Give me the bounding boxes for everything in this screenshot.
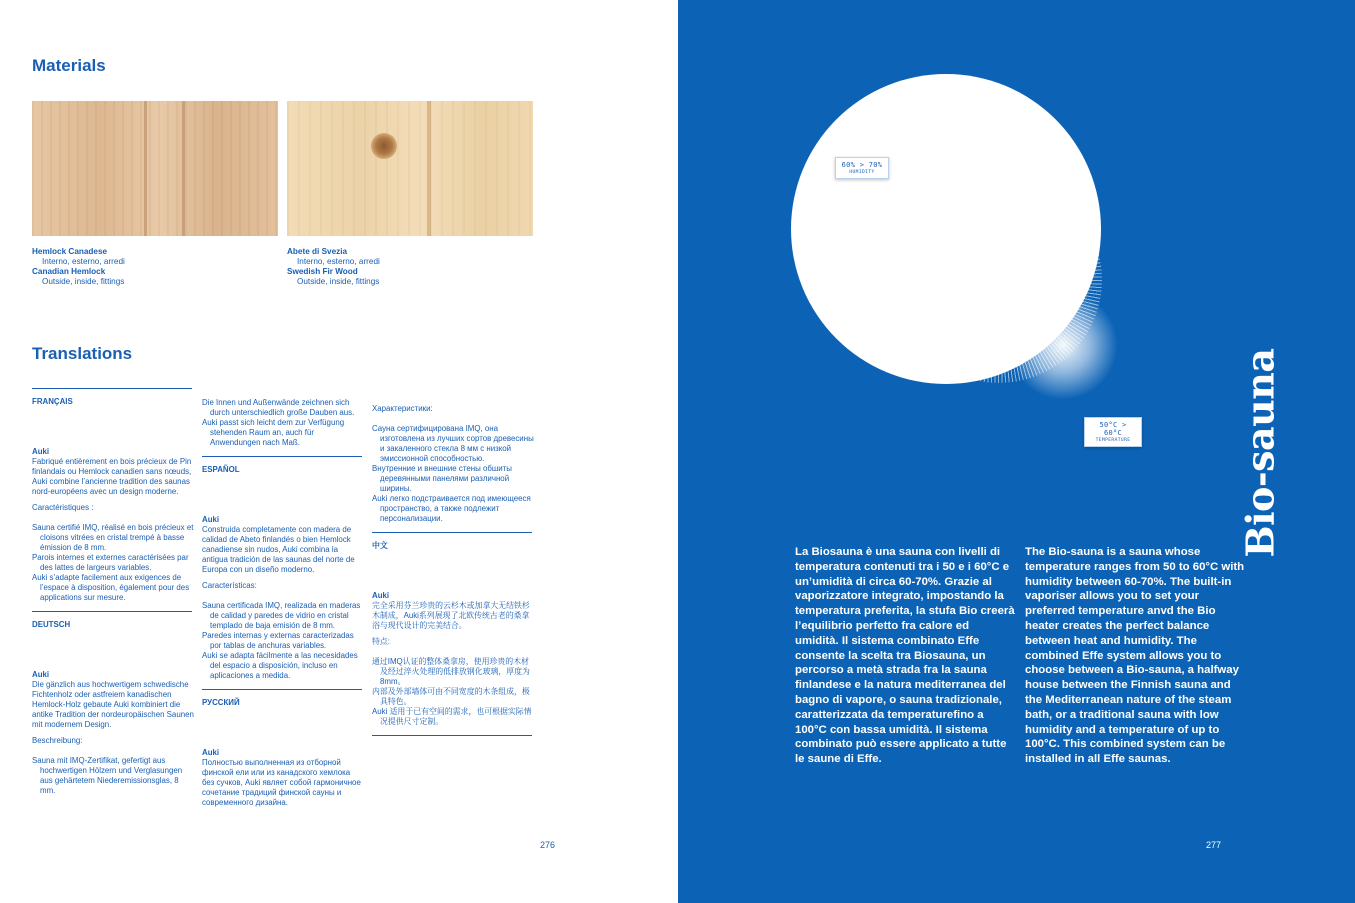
temperature-value: 50°C > 60°C — [1099, 421, 1127, 437]
lang-heading-zh: 中文 — [372, 541, 388, 550]
english-description: The Bio-sauna is a sauna whose temperature ranges from 50 to 60°C with humidity between 60-70%. The built-in vaporiser allows you to set your preferred temperature anvd the Bio heater creates the perfect balance between heat and humidity. The combined Effe system allows you to choose between a Bio-sauna, a halfway house between the Finnish sauna and the Mediterranean nature of the steam bath, or a traditional sauna with low humidity and a temperature of up to 100°C. This combined system can be installed in all Effe saunas. — [1025, 546, 1245, 766]
feature-item: Auki se adapta fácilmente a las necesidades del espacio a disposición, incluso en aplicaciones a medida. — [202, 651, 358, 680]
divider — [372, 735, 532, 736]
feature-item: Внутренние и внешние стены обшиты деревянными панелями различной ширины. — [372, 464, 512, 493]
material-use-it: Interno, esterno, arredi — [42, 257, 125, 266]
product-name: Auki — [32, 447, 50, 456]
product-intro: Construida completamente con madera de calidad de Abeto finlandés o bien Hemlock canadiense sin nudos, Auki combina la antigua tradición de las saunas del norte de Europa con un diseño moderno. — [202, 525, 355, 574]
features-label: 特点: — [372, 637, 390, 646]
page-number-left: 276 — [540, 840, 556, 850]
product-name: Auki — [372, 591, 390, 600]
product-intro: 完全采用芬兰珍贵的云杉木或加拿大无结铁杉木制成，Auki系列展现了北欧传统古老的桑拿浴与现代设计的完美结合。 — [372, 601, 530, 630]
feature-item: Sauna mit IMQ-Zertifikat, gefertigt aus hochwertigen Hölzern und Verglasungen aus gehärtetem Niederemissionsglas, 8 mm. — [32, 756, 183, 795]
translations-title: Translations — [32, 344, 133, 363]
material-use-it: Interno, esterno, arredi — [297, 257, 380, 266]
materials-title: Materials — [32, 56, 106, 75]
humidity-label: HUMIDITY — [849, 170, 875, 175]
hemlock-wood-sample-image — [32, 101, 278, 236]
lang-heading-fr: FRANÇAIS — [32, 397, 73, 406]
product-intro: Die gänzlich aus hochwertigem schwedische Fichtenholz oder astfreiem kanadischen Hemlock-Holz gebaute Auki kombiniert die antike Tradition der nordeuropäischen Saunen mit modernem Design. — [32, 680, 194, 729]
fir-wood-sample-image — [287, 101, 533, 236]
feature-item: Auki passt sich leicht dem zur Verfügung stehenden Raum an, auch für Anwendungen nach Maß. — [202, 418, 345, 447]
feature-item: Paredes internas y externas caracterizadas por tablas de anchuras variables. — [202, 631, 354, 650]
humidity-circle-graphic — [791, 74, 1101, 384]
humidity-value: 60% > 70% — [841, 161, 883, 169]
feature-item: Parois internes et externes caractérisées par des lattes de largeurs variables. — [32, 553, 189, 572]
material-name-en: Canadian Hemlock — [32, 267, 106, 276]
lang-heading-ru: РУССКИЙ — [202, 698, 240, 707]
hemlock-caption — [32, 247, 125, 287]
feature-item: 内部及外部墙体可由不同宽度的木条组成，极具特色。 — [372, 687, 530, 706]
product-intro: Полностью выполненная из отборной финской ели или из канадского хемлока без сучков, Auki являет собой гармоничное сочетание традиций финской сауны и современного дизайна. — [202, 758, 361, 807]
italian-description: La Biosauna è una sauna con livelli di temperatura contenuti tra i 50 e i 60°C e un’umidità di circa 60-70%. Grazie al vaporizzatore integrato, impostando la temperatura preferita, la stufa Bio creerà l’equilibrio perfetto fra calore ed umidità. Il sistema combinato Effe consente la scelta tra Biosauna, un percorso a metà strada fra la sauna finlandese e la natura mediterranea del bagno di vapore, o sauna tradizionale, caratterizzata da temperaturefino a 100°C con bassa umidità. Il sistema combinato può essere applicato a tutte le saune di Effe. — [795, 546, 1015, 766]
translation-column-3 — [372, 398, 534, 736]
material-name-it: Hemlock Canadese — [32, 247, 108, 256]
plank-seam — [182, 101, 185, 236]
material-name-en: Swedish Fir Wood — [287, 267, 358, 276]
bio-sauna-title: Bio-sauna — [1237, 348, 1283, 558]
features-label: Характеристики: — [372, 404, 433, 413]
right-page — [678, 0, 1355, 903]
product-intro: Fabriqué entièrement en bois précieux de Pin finlandais ou Hemlock canadien sans nœuds, Auki combine l’ancienne tradition des saunas nord-européens avec un design moderne. — [32, 457, 192, 496]
product-name: Auki — [32, 670, 50, 679]
page-title — [1210, 348, 1310, 558]
humidity-tag — [835, 157, 889, 179]
page-number-right: 277 — [1206, 840, 1222, 850]
material-use-en: Outside, inside, fittings — [42, 277, 125, 286]
wood-knot — [371, 133, 397, 159]
feature-item: 通过IMQ认证的整体桑拿房，使用珍贵的木材及经过淬火处理的低排放钢化玻璃，厚度为8mm。 — [372, 657, 530, 686]
lang-heading-es: ESPAÑOL — [202, 465, 240, 474]
translation-column-2 — [202, 398, 364, 807]
feature-item: Auki 适用于已有空间的需求，也可根据实际情况提供尺寸定制。 — [372, 707, 532, 726]
temperature-tag — [1084, 417, 1142, 447]
plank-seam — [144, 101, 147, 236]
feature-item: Auki s’adapte facilement aux exigences de l’espace à disposition, également pour des applications sur mesure. — [32, 573, 190, 602]
features-label: Beschreibung: — [32, 736, 83, 745]
feature-item: Auki легко подстраивается под имеющееся пространство, а также подлежит персонализации. — [372, 494, 531, 523]
product-name: Auki — [202, 748, 220, 757]
feature-item: Sauna certifié IMQ, réalisé en bois précieux et cloisons vitrées en cristal trempé à basse émission de 8 mm. — [32, 523, 194, 552]
material-use-en: Outside, inside, fittings — [297, 277, 380, 286]
features-label: Características: — [202, 581, 257, 590]
feature-item: Сауна сертифицирована IMQ, она изготовлена из лучших сортов древесины и закаленного стекла 8 мм с низкой эмиссионной способностью. — [372, 424, 534, 463]
material-name-it: Abete di Svezia — [287, 247, 348, 256]
fir-caption — [287, 247, 380, 287]
translation-column-1 — [32, 388, 194, 796]
feature-item: Die Innen und Außenwände zeichnen sich durch unterschiedlich große Dauben aus. — [202, 398, 355, 417]
temperature-label: TEMPERATURE — [1095, 438, 1131, 443]
plank-seam — [427, 101, 431, 236]
feature-item: Sauna certificada IMQ, realizada en maderas de calidad y paredes de vidrio en cristal templado de baja emisión de 8 mm. — [202, 601, 361, 630]
product-name: Auki — [202, 515, 220, 524]
lang-heading-de: DEUTSCH — [32, 620, 71, 629]
features-label: Caractéristiques : — [32, 503, 94, 512]
